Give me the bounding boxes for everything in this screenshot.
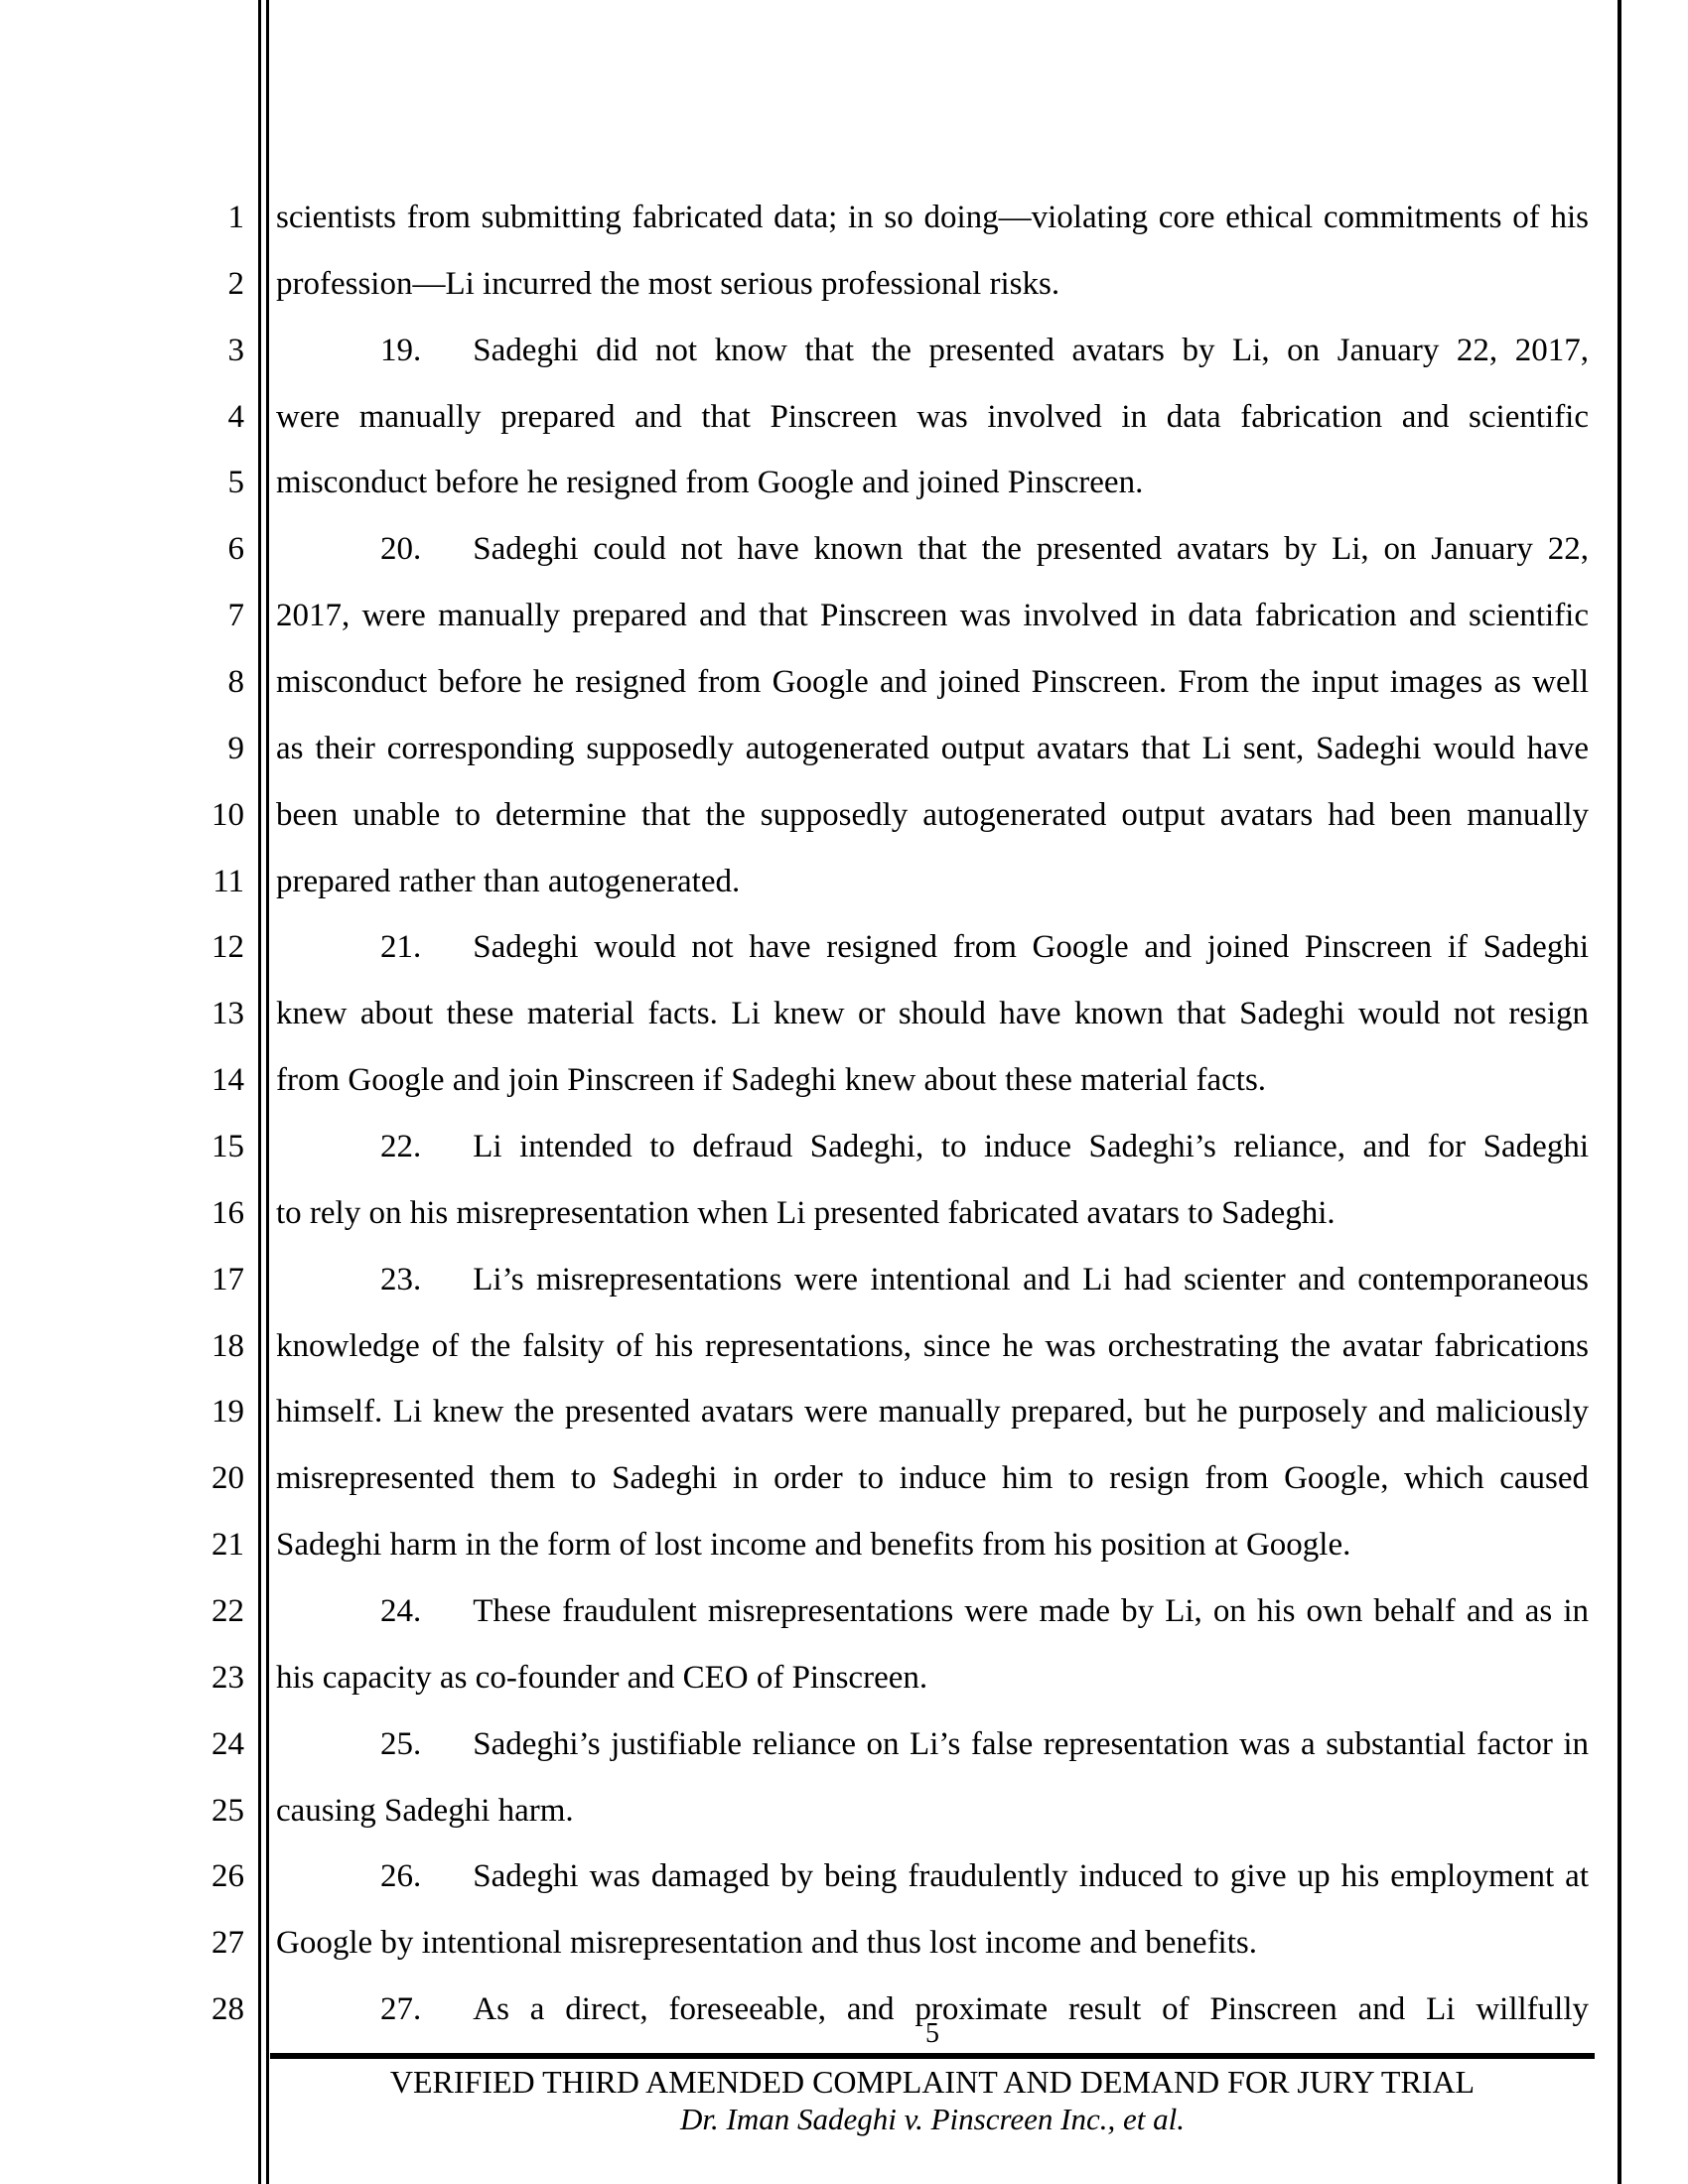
paragraph-start bbox=[276, 1726, 473, 1762]
document-line bbox=[0, 1778, 1688, 1844]
line-number: 25 bbox=[211, 1792, 244, 1829]
document-line bbox=[0, 649, 1688, 716]
page-number: 5 bbox=[925, 2018, 939, 2049]
line-body: These fraudulent misrepresentations were made by Li, on his own behalf and as in bbox=[473, 1593, 1589, 1630]
line-number: 9 bbox=[227, 730, 244, 766]
line-text bbox=[276, 1778, 1589, 1844]
line-body: from Google and join Pinscreen if Sadeghi knew about these material facts. bbox=[276, 1062, 1267, 1099]
line-text bbox=[276, 1180, 1589, 1247]
line-number: 21 bbox=[211, 1527, 244, 1564]
line-number: 7 bbox=[227, 598, 244, 634]
paragraph-number: 25. bbox=[380, 1725, 422, 1762]
pleading-lines bbox=[0, 185, 1688, 2043]
line-body: as their corresponding supposedly autogenerated output avatars that Li sent, Sadeghi would have bbox=[276, 730, 1589, 766]
line-text bbox=[276, 516, 1589, 583]
line-text bbox=[276, 849, 1589, 915]
line-body: Sadeghi could not have known that the presented avatars by Li, on January 22, bbox=[473, 531, 1589, 568]
document-line bbox=[0, 1379, 1688, 1445]
paragraph-number: 24. bbox=[380, 1593, 422, 1630]
line-body: his capacity as co-founder and CEO of Pinscreen. bbox=[276, 1659, 928, 1696]
line-body: knowledge of the falsity of his representations, since he was orchestrating the avatar fabrications bbox=[276, 1327, 1589, 1364]
line-body: Sadeghi’s justifiable reliance on Li’s false representation was a substantial factor in bbox=[473, 1725, 1589, 1762]
document-line bbox=[0, 583, 1688, 649]
line-body: misrepresented them to Sadeghi in order to induce him to resign from Google, which caused bbox=[276, 1460, 1589, 1497]
document-line bbox=[0, 1180, 1688, 1247]
line-body: 2017, were manually prepared and that Pinscreen was involved in data fabrication and scientific bbox=[276, 598, 1589, 634]
line-body: to rely on his misrepresentation when Li presented fabricated avatars to Sadeghi. bbox=[276, 1194, 1336, 1231]
line-number: 19 bbox=[211, 1394, 244, 1431]
line-number: 10 bbox=[211, 796, 244, 833]
line-body: Li intended to defraud Sadeghi, to induce Sadeghi’s reliance, and for Sadeghi bbox=[473, 1129, 1589, 1165]
paragraph-number: 27. bbox=[380, 1991, 422, 2028]
line-text bbox=[276, 185, 1589, 251]
line-number: 22 bbox=[211, 1593, 244, 1630]
line-text bbox=[276, 450, 1589, 516]
line-body: Sadeghi would not have resigned from Google and joined Pinscreen if Sadeghi bbox=[473, 929, 1589, 966]
line-body: knew about these material facts. Li knew or should have known that Sadeghi would not resign bbox=[276, 996, 1589, 1032]
line-text bbox=[276, 1114, 1589, 1180]
document-line bbox=[0, 914, 1688, 981]
line-text bbox=[276, 914, 1589, 981]
line-number: 6 bbox=[227, 531, 244, 568]
line-body: Li’s misrepresentations were intentional and Li had scienter and contemporaneous bbox=[473, 1261, 1589, 1297]
document-line bbox=[0, 450, 1688, 516]
paragraph-number: 23. bbox=[380, 1261, 422, 1297]
paragraph-number: 21. bbox=[380, 929, 422, 966]
document-line bbox=[0, 782, 1688, 849]
line-number: 5 bbox=[227, 465, 244, 501]
line-number: 28 bbox=[211, 1991, 244, 2028]
line-text bbox=[276, 384, 1589, 451]
document-line bbox=[0, 981, 1688, 1047]
line-text bbox=[276, 318, 1589, 384]
line-body: causing Sadeghi harm. bbox=[276, 1792, 574, 1829]
line-text bbox=[276, 1379, 1589, 1445]
paragraph-number: 22. bbox=[380, 1129, 422, 1165]
line-text bbox=[276, 1047, 1589, 1114]
document-line bbox=[0, 1645, 1688, 1711]
document-line bbox=[0, 1578, 1688, 1645]
line-number: 4 bbox=[227, 398, 244, 435]
paragraph-start bbox=[276, 1262, 473, 1297]
line-body: were manually prepared and that Pinscreen was involved in data fabrication and scientific bbox=[276, 398, 1589, 435]
line-body: profession—Li incurred the most serious professional risks. bbox=[276, 265, 1060, 302]
document-line bbox=[0, 716, 1688, 782]
footer-title: VERIFIED THIRD AMENDED COMPLAINT AND DEMAND FOR JURY TRIAL bbox=[389, 2064, 1476, 2100]
document-line bbox=[0, 1047, 1688, 1114]
line-number: 17 bbox=[211, 1261, 244, 1297]
document-line bbox=[0, 1313, 1688, 1380]
line-text bbox=[276, 251, 1589, 318]
paragraph-start bbox=[276, 531, 473, 567]
line-text bbox=[276, 782, 1589, 849]
line-number: 18 bbox=[211, 1327, 244, 1364]
line-number: 3 bbox=[227, 332, 244, 368]
line-text bbox=[276, 1445, 1589, 1512]
paragraph-start bbox=[276, 1858, 473, 1894]
paragraph-start bbox=[276, 333, 473, 368]
line-body: himself. Li knew the presented avatars were manually prepared, but he purposely and maliciously bbox=[276, 1394, 1589, 1431]
line-text bbox=[276, 583, 1589, 649]
paragraph-start bbox=[276, 1593, 473, 1629]
line-body: Sadeghi was damaged by being fraudulently induced to give up his employment at bbox=[473, 1858, 1589, 1895]
document-line bbox=[0, 251, 1688, 318]
line-number: 1 bbox=[227, 200, 244, 235]
footer-case-caption: Dr. Iman Sadeghi v. Pinscreen Inc., et al. bbox=[680, 2102, 1185, 2136]
document-line bbox=[0, 1910, 1688, 1977]
document-line bbox=[0, 384, 1688, 451]
line-number: 2 bbox=[227, 265, 244, 302]
paragraph-number: 26. bbox=[380, 1858, 422, 1895]
line-body: misconduct before he resigned from Google and joined Pinscreen. From the input images as well bbox=[276, 664, 1589, 701]
line-text bbox=[276, 1313, 1589, 1380]
line-body: Google by intentional misrepresentation and thus lost income and benefits. bbox=[276, 1925, 1257, 1962]
line-text bbox=[276, 1910, 1589, 1977]
line-text bbox=[276, 1512, 1589, 1578]
paragraph-number: 19. bbox=[380, 332, 422, 368]
line-text bbox=[276, 1247, 1589, 1313]
document-line bbox=[0, 318, 1688, 384]
document-line bbox=[0, 185, 1688, 251]
line-body: As a direct, foreseeable, and proximate result of Pinscreen and Li willfully bbox=[473, 1991, 1589, 2028]
line-number: 26 bbox=[211, 1858, 244, 1895]
document-line bbox=[0, 1114, 1688, 1180]
document-line bbox=[0, 849, 1688, 915]
paragraph-start bbox=[276, 1129, 473, 1164]
line-number: 24 bbox=[211, 1725, 244, 1762]
line-number: 13 bbox=[211, 996, 244, 1032]
document-line bbox=[0, 1711, 1688, 1778]
line-text bbox=[276, 1843, 1589, 1910]
line-number: 20 bbox=[211, 1460, 244, 1497]
line-number: 11 bbox=[212, 863, 244, 899]
document-line bbox=[0, 1445, 1688, 1512]
document-line bbox=[0, 1247, 1688, 1313]
line-text bbox=[276, 1645, 1589, 1711]
line-number: 14 bbox=[211, 1062, 244, 1099]
line-text bbox=[276, 1711, 1589, 1778]
footer-rule bbox=[270, 2053, 1595, 2059]
line-text bbox=[276, 649, 1589, 716]
document-line bbox=[0, 1843, 1688, 1910]
line-body: been unable to determine that the supposedly autogenerated output avatars had been manually bbox=[276, 796, 1589, 833]
line-body: Sadeghi harm in the form of lost income and benefits from his position at Google. bbox=[276, 1527, 1351, 1564]
document-line bbox=[0, 516, 1688, 583]
line-text bbox=[276, 716, 1589, 782]
document-line bbox=[0, 1512, 1688, 1578]
line-text bbox=[276, 981, 1589, 1047]
line-number: 8 bbox=[227, 664, 244, 701]
line-number: 15 bbox=[211, 1129, 244, 1165]
line-number: 12 bbox=[211, 929, 244, 966]
line-body: scientists from submitting fabricated data; in so doing—violating core ethical commitments of his bbox=[276, 200, 1589, 235]
paragraph-number: 20. bbox=[380, 531, 422, 568]
paragraph-start bbox=[276, 929, 473, 965]
line-number: 16 bbox=[211, 1194, 244, 1231]
line-body: misconduct before he resigned from Google and joined Pinscreen. bbox=[276, 465, 1144, 501]
line-number: 23 bbox=[211, 1659, 244, 1696]
line-body: prepared rather than autogenerated. bbox=[276, 863, 741, 899]
line-number: 27 bbox=[211, 1925, 244, 1962]
line-body: Sadeghi did not know that the presented avatars by Li, on January 22, 2017, bbox=[473, 332, 1589, 368]
line-text bbox=[276, 1578, 1589, 1645]
